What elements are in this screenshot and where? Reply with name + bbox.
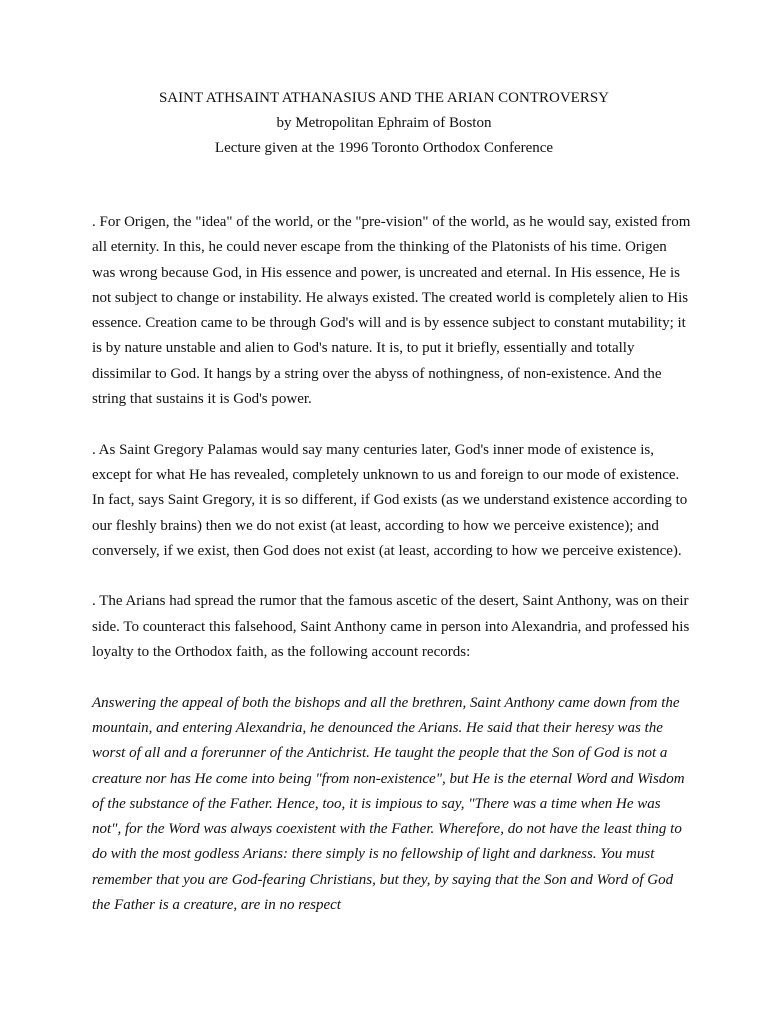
paragraph-palamas: . As Saint Gregory Palamas would say many centuries later, God's inner mode of existence is, except for what He has revealed, completely unknown to us and foreign to our mode of existence. In fact, says Saint Gregory, it is so different, if God exists (as we understand existence according to our fleshly brains) then we do not exist (at least, according to how we perceive existence); and conversely, if we exist, then God does not exist (at least, according to how we perceive existence). xyxy=(92,441,688,559)
document-header xyxy=(0,86,768,161)
paragraph-origen: . For Origen, the "idea" of the world, or the "pre-vision" of the world, as he would say, existed from all eternity. In this, he could never escape from the thinking of the Platonists of his time. Origen was wrong because God, in His essence and power, is uncreated and eternal. In His essence, He is not subject to change or instability. He always existed. The created world is completely alien to His essence. Creation came to be through God's will and is by essence subject to constant mutability; it is by nature unstable and alien to God's nature. It is, to put it briefly, essentially and totally dissimilar to God. It hangs by a string over the abyss of nothingness, of non-existence. And the string that sustains it is God's power. xyxy=(92,214,691,408)
document-author: by Metropolitan Ephraim of Boston xyxy=(276,115,492,131)
document-subtitle: Lecture given at the 1996 Toronto Orthodox Conference xyxy=(214,140,554,156)
paragraph-arians: . The Arians had spread the rumor that the famous ascetic of the desert, Saint Anthony, was on their side. To counteract this falsehood, Saint Anthony came in person into Alexandria, and professed his loyalty to the Orthodox faith, as the following account records: xyxy=(92,593,690,661)
document-title: SAINT ATHSAINT ATHANASIUS AND THE ARIAN CONTROVERSY xyxy=(158,90,610,106)
quote-saint-anthony: Answering the appeal of both the bishops and all the brethren, Saint Anthony came down from the mountain, and entering Alexandria, he denounced the Arians. He said that their heresy was the worst of all and a forerunner of the Antichrist. He taught the people that the Son of God is not a creature nor has He come into being "from non-existence", but He is the eternal Word and Wisdom of the substance of the Father. Hence, too, it is impious to say, "There was a time when He was not", for the Word was always coexistent with the Father. Wherefore, do not have the least thing to do with the most godless Arians: there simply is no fellowship of light and darkness. You must remember that you are God-fearing Christians, but they, by saying that the Son and Word of God the Father is a creature, are in no respect xyxy=(92,694,685,914)
document-body xyxy=(92,210,692,918)
